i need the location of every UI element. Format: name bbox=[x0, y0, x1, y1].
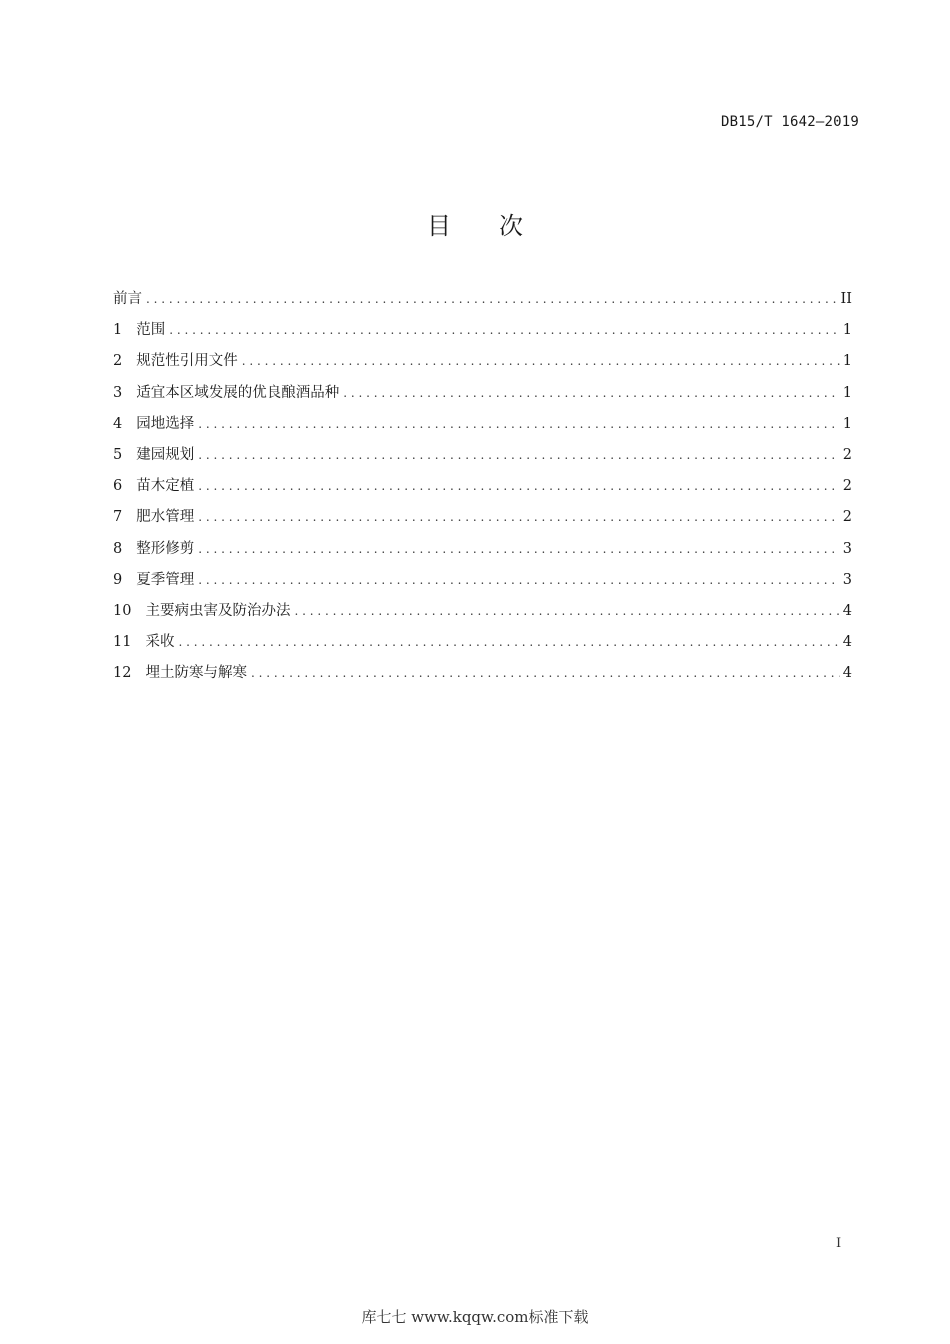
toc-entry-label: 苗木定植 bbox=[136, 478, 195, 495]
toc-leader-dots bbox=[343, 380, 840, 406]
toc-entry-page: 2 bbox=[842, 446, 852, 463]
toc-entry-5[interactable] bbox=[113, 442, 852, 473]
toc-entry-10[interactable] bbox=[113, 598, 852, 629]
toc-entry-page: 2 bbox=[842, 509, 852, 526]
toc-entry-number: 6 bbox=[113, 478, 123, 495]
toc-entry-label: 园地选择 bbox=[136, 415, 195, 432]
toc-entry-2[interactable] bbox=[113, 348, 852, 379]
toc-entry-1[interactable] bbox=[113, 317, 852, 348]
toc-entry-foreword[interactable] bbox=[113, 286, 852, 317]
toc-entry-page: 1 bbox=[842, 415, 852, 432]
toc-entry-label: 范围 bbox=[136, 322, 166, 339]
toc-entry-8[interactable] bbox=[113, 536, 852, 567]
toc-list bbox=[113, 286, 852, 691]
toc-entry-page: 4 bbox=[842, 665, 852, 682]
toc-entry-11[interactable] bbox=[113, 629, 852, 660]
toc-entry-number: 4 bbox=[113, 415, 123, 432]
toc-entry-label: 主要病虫害及防治办法 bbox=[145, 602, 291, 619]
toc-leader-dots bbox=[242, 348, 840, 374]
toc-entry-label: 建园规划 bbox=[136, 446, 195, 463]
toc-entry-label: 夏季管理 bbox=[136, 571, 195, 588]
toc-entry-page: II bbox=[840, 291, 852, 307]
toc-entry-page: 4 bbox=[842, 634, 852, 651]
toc-entry-page: 3 bbox=[842, 540, 852, 557]
toc-leader-dots bbox=[198, 504, 840, 530]
toc-entry-number: 10 bbox=[113, 602, 132, 619]
toc-entry-number: 8 bbox=[113, 540, 123, 557]
toc-leader-dots bbox=[146, 286, 840, 312]
toc-entry-3[interactable] bbox=[113, 380, 852, 411]
toc-entry-12[interactable] bbox=[113, 660, 852, 691]
toc-title: 目次 bbox=[427, 212, 571, 240]
toc-entry-7[interactable] bbox=[113, 504, 852, 535]
toc-entry-label: 规范性引用文件 bbox=[136, 353, 238, 370]
toc-leader-dots bbox=[294, 598, 840, 624]
page-number: I bbox=[836, 1236, 842, 1251]
toc-entry-number: 5 bbox=[113, 446, 123, 463]
toc-leader-dots bbox=[198, 567, 840, 593]
toc-leader-dots bbox=[169, 317, 840, 343]
toc-entry-number: 11 bbox=[113, 634, 132, 651]
toc-entry-page: 2 bbox=[842, 478, 852, 495]
toc-leader-dots bbox=[198, 536, 840, 562]
toc-entry-page: 1 bbox=[842, 353, 852, 370]
toc-entry-number: 1 bbox=[113, 322, 123, 339]
toc-entry-number: 7 bbox=[113, 509, 123, 526]
toc-entry-6[interactable] bbox=[113, 473, 852, 504]
toc-entry-label: 前言 bbox=[113, 291, 142, 307]
toc-entry-number: 3 bbox=[113, 384, 123, 401]
toc-leader-dots bbox=[198, 411, 840, 437]
toc-leader-dots bbox=[198, 442, 840, 468]
toc-entry-page: 3 bbox=[842, 571, 852, 588]
toc-entry-number: 9 bbox=[113, 571, 123, 588]
toc-entry-label: 肥水管理 bbox=[136, 509, 195, 526]
toc-entry-label: 适宜本区域发展的优良酿酒品种 bbox=[136, 384, 340, 401]
toc-leader-dots bbox=[251, 660, 840, 686]
toc-leader-dots bbox=[198, 473, 840, 499]
toc-entry-number: 12 bbox=[113, 665, 132, 682]
toc-leader-dots bbox=[178, 629, 840, 655]
toc-entry-page: 1 bbox=[842, 384, 852, 401]
toc-entry-9[interactable] bbox=[113, 567, 852, 598]
toc-entry-4[interactable] bbox=[113, 411, 852, 442]
toc-entry-label: 采收 bbox=[145, 634, 175, 651]
footer-watermark-text: 库七七 www.kqqw.com标准下载 bbox=[361, 1308, 589, 1326]
toc-entry-number: 2 bbox=[113, 353, 123, 370]
document-code: DB15/T 1642—2019 bbox=[720, 114, 859, 130]
toc-entry-page: 4 bbox=[842, 602, 852, 619]
toc-entry-label: 埋土防寒与解寒 bbox=[145, 665, 247, 682]
toc-entry-label: 整形修剪 bbox=[136, 540, 195, 557]
toc-entry-page: 1 bbox=[842, 322, 852, 339]
